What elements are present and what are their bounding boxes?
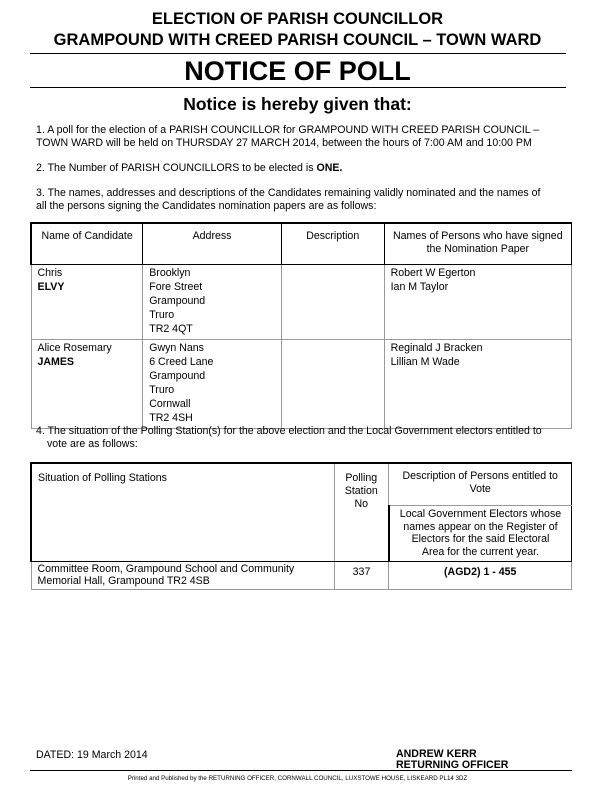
paragraph-1-line-2: TOWN WARD will be held on THURSDAY 27 MARCH 2014, between the hours of 7:00 AM and 10:00 PM	[36, 137, 532, 149]
notice-given-heading: Notice is hereby given that:	[183, 94, 412, 114]
signer-name: Lillian M Wade	[390, 356, 460, 368]
paragraph-3	[36, 187, 572, 213]
footer-rule	[30, 770, 572, 771]
candidate-signers	[384, 340, 571, 429]
council-ward-title: GRAMPOUND WITH CREED PARISH COUNCIL – TOWN WARD	[53, 31, 542, 49]
electors-note-line: Local Government Electors whose	[399, 508, 562, 520]
address-line: Cornwall	[149, 398, 191, 410]
candidate-name	[31, 340, 143, 429]
candidate-surname: ELVY	[37, 281, 65, 293]
header-station-no	[334, 463, 389, 562]
candidate-forename: Chris	[37, 267, 63, 279]
paragraph-1	[36, 124, 572, 150]
table-row	[31, 265, 572, 340]
header-name-of-candidate: Name of Candidate	[31, 223, 143, 265]
header-rule-bottom	[30, 87, 566, 88]
electors-note-line: Electors for the said Electoral	[411, 533, 550, 545]
election-title: ELECTION OF PARISH COUNCILLOR	[151, 10, 444, 28]
polling-stations-table	[30, 462, 572, 590]
address-line: Truro	[149, 309, 175, 321]
paragraph-4-line-2: vote are as follows:	[47, 438, 138, 450]
situation-line: Committee Room, Grampound School and Community	[37, 563, 295, 575]
table-row	[31, 340, 572, 429]
returning-officer	[396, 749, 508, 771]
header-rule-top	[30, 53, 566, 54]
header-address: Address	[143, 223, 282, 265]
candidate-name	[31, 265, 143, 340]
paragraph-4	[36, 425, 572, 451]
printed-by: Printed and Published by the RETURNING OFFICER, CORNWALL COUNCIL, LUXSTOWE HOUSE, LISKEARD PL14 3DZ	[127, 775, 468, 782]
polling-elector-range: (AGD2) 1 - 455	[389, 562, 572, 590]
header-description-of-persons	[389, 463, 572, 506]
address-line: Truro	[149, 384, 175, 396]
signer-name: Robert W Egerton	[390, 267, 476, 279]
notice-title: NOTICE OF POLL	[184, 56, 411, 86]
table-row	[31, 562, 572, 590]
candidate-description	[281, 340, 384, 429]
address-line: Brooklyn	[149, 267, 191, 279]
paragraph-2-number: ONE.	[316, 162, 343, 174]
polling-table-header	[31, 463, 572, 506]
candidate-description	[281, 265, 384, 340]
address-line: Fore Street	[149, 281, 203, 293]
electors-note-line: Area for the current year.	[421, 545, 540, 558]
header-station-line: Polling	[345, 472, 378, 484]
header-description: Description	[281, 223, 384, 265]
officer-name: ANDREW KERR	[396, 748, 477, 760]
candidate-forename: Alice Rosemary	[37, 342, 112, 354]
candidate-address	[143, 340, 282, 429]
header-signers-line-2: the Nomination Paper	[426, 243, 530, 255]
dated: DATED: 19 March 2014	[36, 749, 148, 761]
paragraph-2	[36, 162, 572, 175]
paragraph-4-line-1: 4. The situation of the Polling Station(s) for the above election and the Local Government electors entitled to	[36, 425, 542, 437]
paragraph-3-line-2: all the persons signing the Candidates nomination papers are as follows:	[36, 200, 377, 212]
electors-note	[389, 506, 572, 562]
polling-station-situation	[31, 562, 334, 590]
address-line: Grampound	[149, 295, 206, 307]
candidate-address	[143, 265, 282, 340]
signer-name: Reginald J Bracken	[390, 342, 483, 354]
header-station-line: Station	[344, 485, 378, 497]
candidates-table-header	[31, 223, 572, 265]
address-line: Grampound	[149, 370, 206, 382]
candidate-surname: JAMES	[37, 356, 74, 368]
address-line: TR2 4SH	[149, 412, 193, 424]
header-station-line: No	[354, 498, 369, 510]
situation-line: Memorial Hall, Grampound TR2 4SB	[37, 575, 210, 587]
header-description-line: Vote	[469, 483, 491, 495]
header-signers-line-1: Names of Persons who have signed	[393, 230, 563, 242]
address-line: Gwyn Nans	[149, 342, 204, 354]
header-situation: Situation of Polling Stations	[31, 463, 334, 562]
address-line: 6 Creed Lane	[149, 356, 214, 368]
signer-name: Ian M Taylor	[390, 281, 449, 293]
paragraph-3-line-1: 3. The names, addresses and descriptions of the Candidates remaining validly nominated and the names of	[36, 187, 541, 199]
polling-station-number: 337	[334, 562, 389, 590]
paragraph-1-line-1: 1. A poll for the election of a PARISH COUNCILLOR for GRAMPOUND WITH CREED PARISH COUNCIL –	[36, 124, 540, 136]
candidate-signers	[384, 265, 571, 340]
header-description-line: Description of Persons entitled to	[402, 470, 558, 482]
header-signers	[384, 223, 571, 265]
officer-title: RETURNING OFFICER	[396, 759, 509, 771]
paragraph-2-text: 2. The Number of PARISH COUNCILLORS to be elected is	[36, 162, 317, 174]
electors-note-line: names appear on the Register of	[403, 520, 558, 533]
candidates-table	[30, 222, 572, 429]
address-line: TR2 4QT	[149, 323, 193, 335]
